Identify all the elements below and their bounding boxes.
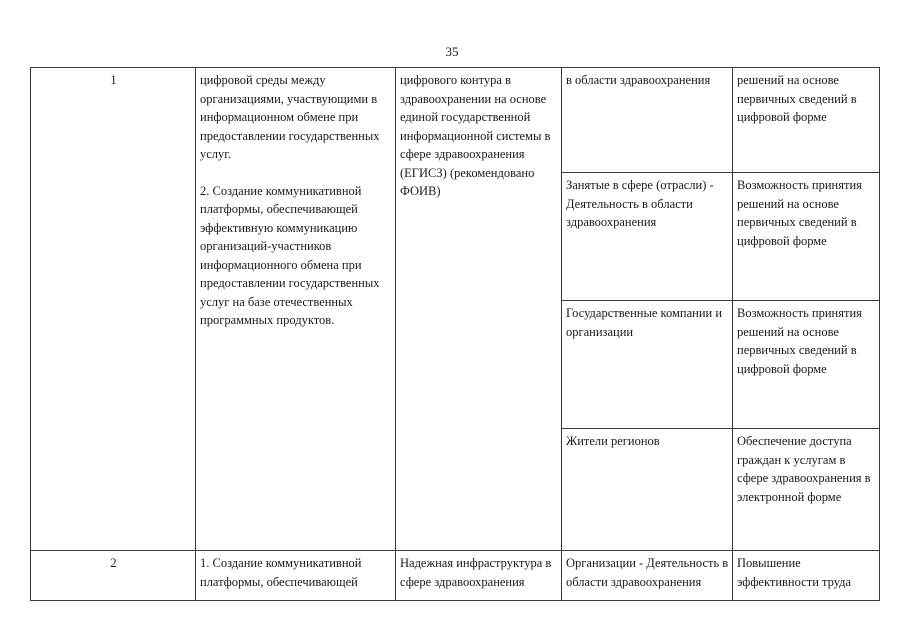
target-group-text: Занятые в сфере (отрасли) - Деятельность в области здравоохранения: [566, 178, 714, 229]
effect-cell: [733, 173, 880, 301]
effect-cell: [733, 551, 880, 601]
table-row: [31, 68, 880, 173]
row-number-cell: [31, 68, 196, 551]
target-group-text: Организации - Деятельность в области здравоохранения: [566, 556, 729, 589]
document-table: [30, 67, 880, 601]
target-group-cell: [562, 551, 733, 601]
effect-cell: [733, 68, 880, 173]
effect-text: Возможность принятия решений на основе первичных сведений в цифровой форме: [737, 178, 862, 248]
target-group-text: Государственные компании и организации: [566, 306, 723, 339]
objective-text: 1. Создание коммуникативной платформы, обеспечивающей: [200, 556, 362, 589]
row-number: 2: [110, 556, 117, 570]
row-number: 1: [110, 73, 117, 87]
effect-text: решений на основе первичных сведений в цифровой форме: [737, 73, 857, 124]
target-group-cell: [562, 429, 733, 551]
row-number-cell: [31, 551, 196, 601]
effect-text: Возможность принятия решений на основе первичных сведений в цифровой форме: [737, 306, 862, 376]
effect-text: Обеспечение доступа граждан к услугам в сфере здравоохранения в электронной форме: [737, 434, 871, 504]
target-group-cell: [562, 173, 733, 301]
result-cell: [396, 551, 562, 601]
result-text: цифрового контура в здравоохранении на основе единой государственной информационной системы в сфере здравоохранения (ЕГИСЗ) (рекомендовано ФОИВ): [400, 73, 551, 198]
result-text: Надежная инфраструктура в сфере здравоохранения: [400, 556, 552, 589]
target-group-cell: [562, 301, 733, 429]
objective-text: цифровой среды между организациями, участвующими в информационном обмене при предоставлении государственных услуг.: [200, 73, 380, 161]
page-number: 35: [445, 44, 459, 59]
target-group-cell: [562, 68, 733, 173]
effect-cell: [733, 429, 880, 551]
target-group-text: в области здравоохранения: [566, 73, 711, 87]
objectives-cell: [196, 68, 396, 551]
result-cell: [396, 68, 562, 551]
table-row: [31, 551, 880, 601]
objective-text: 2. Создание коммуникативной платформы, обеспечивающей эффективную коммуникацию организаций-участников информационного обмена при предоставлении государственных услуг на базе отечественных программных продуктов.: [200, 183, 380, 327]
effect-text: Повышение эффективности труда: [737, 556, 852, 589]
target-group-text: Жители регионов: [566, 434, 660, 448]
effect-cell: [733, 301, 880, 429]
objectives-cell: [196, 551, 396, 601]
